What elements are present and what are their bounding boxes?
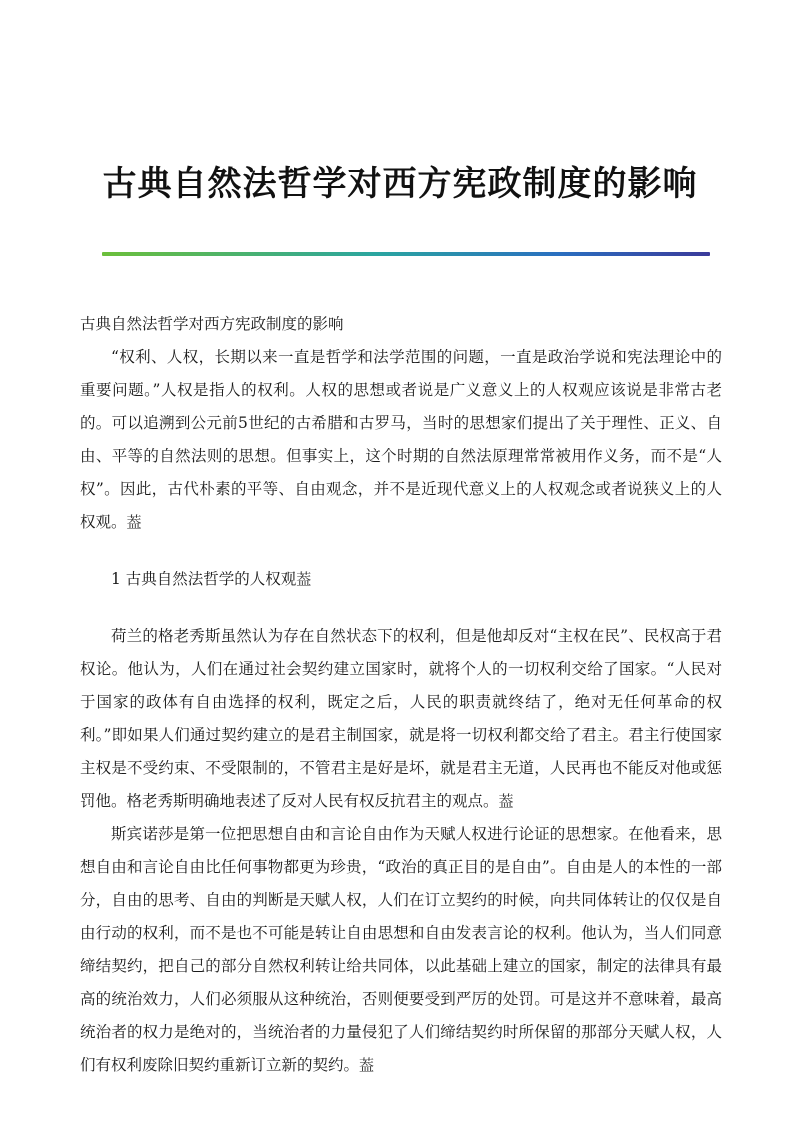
spinoza-paragraph-text: 斯宾诺莎是第一位把思想自由和言论自由作为天赋人权进行论证的思想家。在他看来，思想自由和言论自由比任何事物都更为珍贵，“政治的真正目的是自由”。自由是人的本性的一部分，自由的思考、自由的判断是天赋人权，人们在订立契约的时候，向共同体转让的仅仅是自由行动的权利，而不是也不可能是转让自由思想和自由发表言论的权利。他认为，当人们同意缔结契约，把自己的部分自然权利转让给共同体，以此基础上建立的国家，制定的法律具有最高的统治效力，人们必须服从这种统治，否则便要受到严厉的处罚。可是这并不意味着，最高统治者的权力是绝对的，当统治者的力量侵犯了人们缔结契约时所保留的那部分天赋人权，人们有权利废除旧契约重新订立新的契约。 [80, 825, 722, 1074]
paragraph-mark-icon: 葢 [498, 792, 514, 810]
spinoza-paragraph [80, 818, 722, 1082]
paragraph-mark-icon: 葢 [126, 513, 142, 531]
paragraph-mark-icon: 葢 [296, 570, 312, 588]
section-heading [80, 563, 722, 596]
grotius-paragraph [80, 620, 722, 818]
document-subtitle: 古典自然法哲学对西方宪政制度的影响 [80, 315, 344, 333]
section-heading-text: 1 古典自然法哲学的人权观 [111, 570, 297, 588]
grotius-paragraph-text: 荷兰的格老秀斯虽然认为存在自然状态下的权利，但是他却反对“主权在民”、民权高于君权论。他认为，人们在通过社会契约建立国家时，就将个人的一切权利交给了国家。“人民对于国家的政体有自由选择的权利，既定之后，人民的职责就终结了，绝对无任何革命的权利。”即如果人们通过契约建立的是君主制国家，就是将一切权利都交给了君主。君主行使国家主权是不受约束、不受限制的，不管君主是好是坏，就是君主无道，人民再也不能反对他或惩罚他。格老秀斯明确地表述了反对人民有权反抗君主的观点。 [80, 627, 722, 810]
intro-paragraph-text: “权利、人权，长期以来一直是哲学和法学范围的问题，一直是政治学说和宪法理论中的重要问题。”人权是指人的权利。人权的思想或者说是广义意义上的人权观应该说是非常古老的。可以追溯到公元前5世纪的古希腊和古罗马，当时的思想家们提出了关于理性、正义、自由、平等的自然法则的思想。但事实上，这个时期的自然法原理常常被用作义务，而不是“人权”。因此，古代朴素的平等、自由观念，并不是近现代意义上的人权观念或者说狭义上的人权观。 [80, 348, 722, 531]
intro-paragraph [80, 341, 722, 539]
document-body [80, 308, 722, 1082]
document-title: 古典自然法哲学对西方宪政制度的影响 [102, 164, 698, 204]
title-divider [102, 252, 710, 256]
paragraph-mark-icon: 葢 [359, 1056, 375, 1074]
